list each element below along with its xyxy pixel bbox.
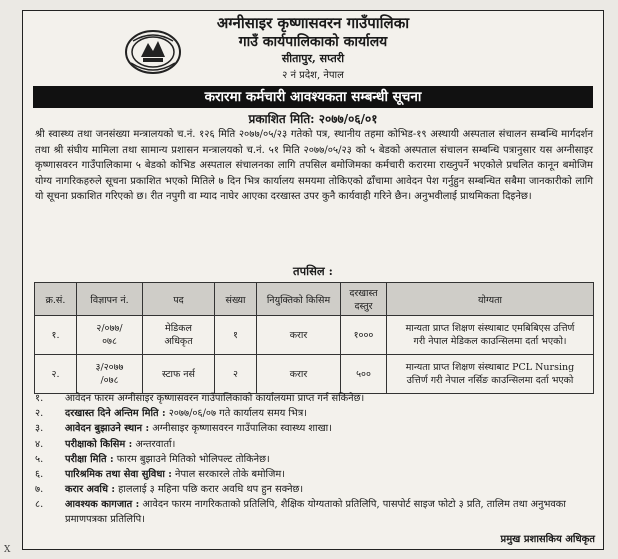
col-header-sn: क्र.सं. [35,283,77,316]
post-line-1: स्टाफ नर्स [162,368,195,380]
item-number: १. [35,393,44,404]
item-text: अन्तरवार्ता। [132,438,176,450]
item-number: ७. [35,484,44,496]
table-row [35,316,594,355]
cell-adv-no [77,355,143,394]
notice-body: श्री स्वास्थ्य तथा जनसंख्या मन्त्रालयको च.नं. १२६ मिति २०७७/०५/२३ गतेको पत्र, स्थानीय तहमा कोभिड-१९ अस्थायी अस्पताल संचालन सम्बन्धि मार्गदर्शन तथा श्री संघीय मामिला तथा सामान्य प्रशासन मन्त्रालयको च.नं. ५१ मिति २०७७/०५/२३ को ५ बेडको अस्पताल संचालन सम्बन्धि पत्रानुसार यस अग्नीसाइर कृष्णासवरन गाउँपालिकामा ५ बेडको कोभिड अस्पताल संचालनका लागि तपसिल बमोजिमका कर्मचारी करारमा राख्नुपर्ने भएकोले प्रचलित कानून बमोजिम योग्य नागरिकहरुले सूचना प्रकाशित भएको मितिले ७ दिन भित्र कार्यालय समयमा तोकिएको ढाँचामा आवेदन पेश गर्नुहुन सम्बन्धित सबैमा जानकारीको लागि यो सूचना प्रकाशित गरिएको छ। रीत नपुगी वा म्याद नाघेर आएका दरखास्त उपर कुनै कार्यवाही गरिने छैन। अनुभवीलाई प्राथमिकता दिइनेछ। [35,129,593,203]
publish-date: प्रकाशित मिति: २०७७/०६/०१ [248,112,378,126]
item-number: ५. [35,453,44,465]
adv-no-line-2: /०७८ [100,375,119,386]
province: २ नं प्रदेश, नेपाल [282,70,344,81]
cell-fee: १००० [341,316,387,355]
list-item [35,467,595,482]
post-line-1: मेडिकल [165,323,192,334]
qual-line-2: उत्तिर्ण गरी नेपाल नर्सिङ काउन्सिलमा दर्ता भएको [406,375,574,386]
cell-count: २ [215,355,257,394]
col-header-appointment-type: नियुक्तिको किसिम [257,283,341,316]
item-label: दरखास्त दिने अन्तिम मिति : [65,408,166,420]
item-label: आवेदन बुझाउने स्थान : [65,423,150,435]
cell-type: करार [257,316,341,355]
cell-post [143,355,215,394]
cell-post [143,316,215,355]
notice-title-banner: करारमा कर्मचारी आवश्यकता सम्बन्धी सूचना [33,86,593,108]
table-header-row [35,283,594,316]
col-header-qualification: योग्यता [387,283,594,316]
item-label: आवश्यक कागजात : [65,499,140,511]
col-header-count: संख्या [215,283,257,316]
cell-count: १ [215,316,257,355]
edge-mark: X [4,545,11,555]
list-item [35,406,595,421]
item-number: २. [35,408,44,420]
item-text: आवेदन फारम अग्नीसाइर कृष्णासवरन गाउँपालिकाको कार्यालयमा प्राप्त गर्न सकिनेछ। [65,393,365,404]
org-name: अग्नीसाइर कृष्णासवरन गाउँपालिका [216,14,410,32]
adv-no-line-1: २/०७७/ [96,323,123,334]
col-header-post: पद [143,283,215,316]
list-item [35,437,595,452]
cell-sn: २. [35,355,77,394]
cell-sn: १. [35,316,77,355]
signature-title: प्रमुख प्रशासकिय अधिकृत [500,534,595,545]
item-text: हाललाई ३ महिना पछि करार अवधि थप हुन सक्नेछ। [115,484,304,496]
col-header-adv-no: विज्ञापन नं. [77,283,143,316]
vacancy-table [34,282,594,394]
item-text: नेपाल सरकारले तोके बमोजिम। [171,468,285,480]
list-item [35,497,595,527]
adv-no-line-2: ०७८ [102,336,117,347]
item-text: फारम बुझाउने मितिको भोलिपल्ट तोकिनेछ। [113,453,270,465]
cell-type: करार [257,355,341,394]
qual-line-1: मान्यता प्राप्त शिक्षण संस्थाबाट PCL Nursing [405,362,575,373]
qual-line-1: मान्यता प्राप्त शिक्षण संस्थाबाट एमबिबिएस उत्तिर्ण [405,323,575,334]
item-label: परीक्षा मिति : [65,453,114,465]
details-heading: तपसिल : [293,264,333,278]
post-line-2: अधिकृत [164,336,193,347]
item-label: परीक्षाको किसिम : [65,438,133,450]
list-item [35,391,595,406]
item-number: ४. [35,438,44,450]
cell-fee: ५०० [341,355,387,394]
qual-line-2: गरी नेपाल मेडिकल काउन्सिलमा दर्ता भएको। [413,336,567,347]
list-item [35,482,595,497]
col-header-fee: दरखास्त दस्तुर [341,283,387,316]
item-label: करार अवधि : [65,484,116,496]
item-text: आवेदन फारम नागरिकताको प्रतिलिपि, शैक्षिक योग्यताको प्रतिलिपि, पासपोर्ट साइज फोटो ३ प्रति, तालिम तथा अनुभवका प्रमाणपत्रका प्रतिलिपि। [65,499,566,526]
item-number: ३. [35,423,44,435]
item-label: पारिश्रमिक तथा सेवा सुविधा : [65,468,172,480]
list-item [35,421,595,436]
conditions-list [35,391,595,527]
notice-box [22,10,604,550]
item-number: ६. [35,468,44,480]
location: सीतापुर, सप्तरी [281,52,345,65]
office-name: गाउँ कार्यपालिकाको कार्यालय [238,34,388,50]
cell-qualification [387,316,594,355]
table-row [35,355,594,394]
item-text: २०७७/०६/०७ गते कार्यालय समय भित्र। [165,408,307,420]
item-number: ८. [35,499,44,511]
list-item [35,452,595,467]
item-text: अग्नीसाइर कृष्णासवरन गाउँपालिका स्वास्थ्य शाखा। [149,423,332,435]
cell-adv-no [77,316,143,355]
cell-qualification [387,355,594,394]
adv-no-line-1: ३/२०७७ [95,362,124,373]
